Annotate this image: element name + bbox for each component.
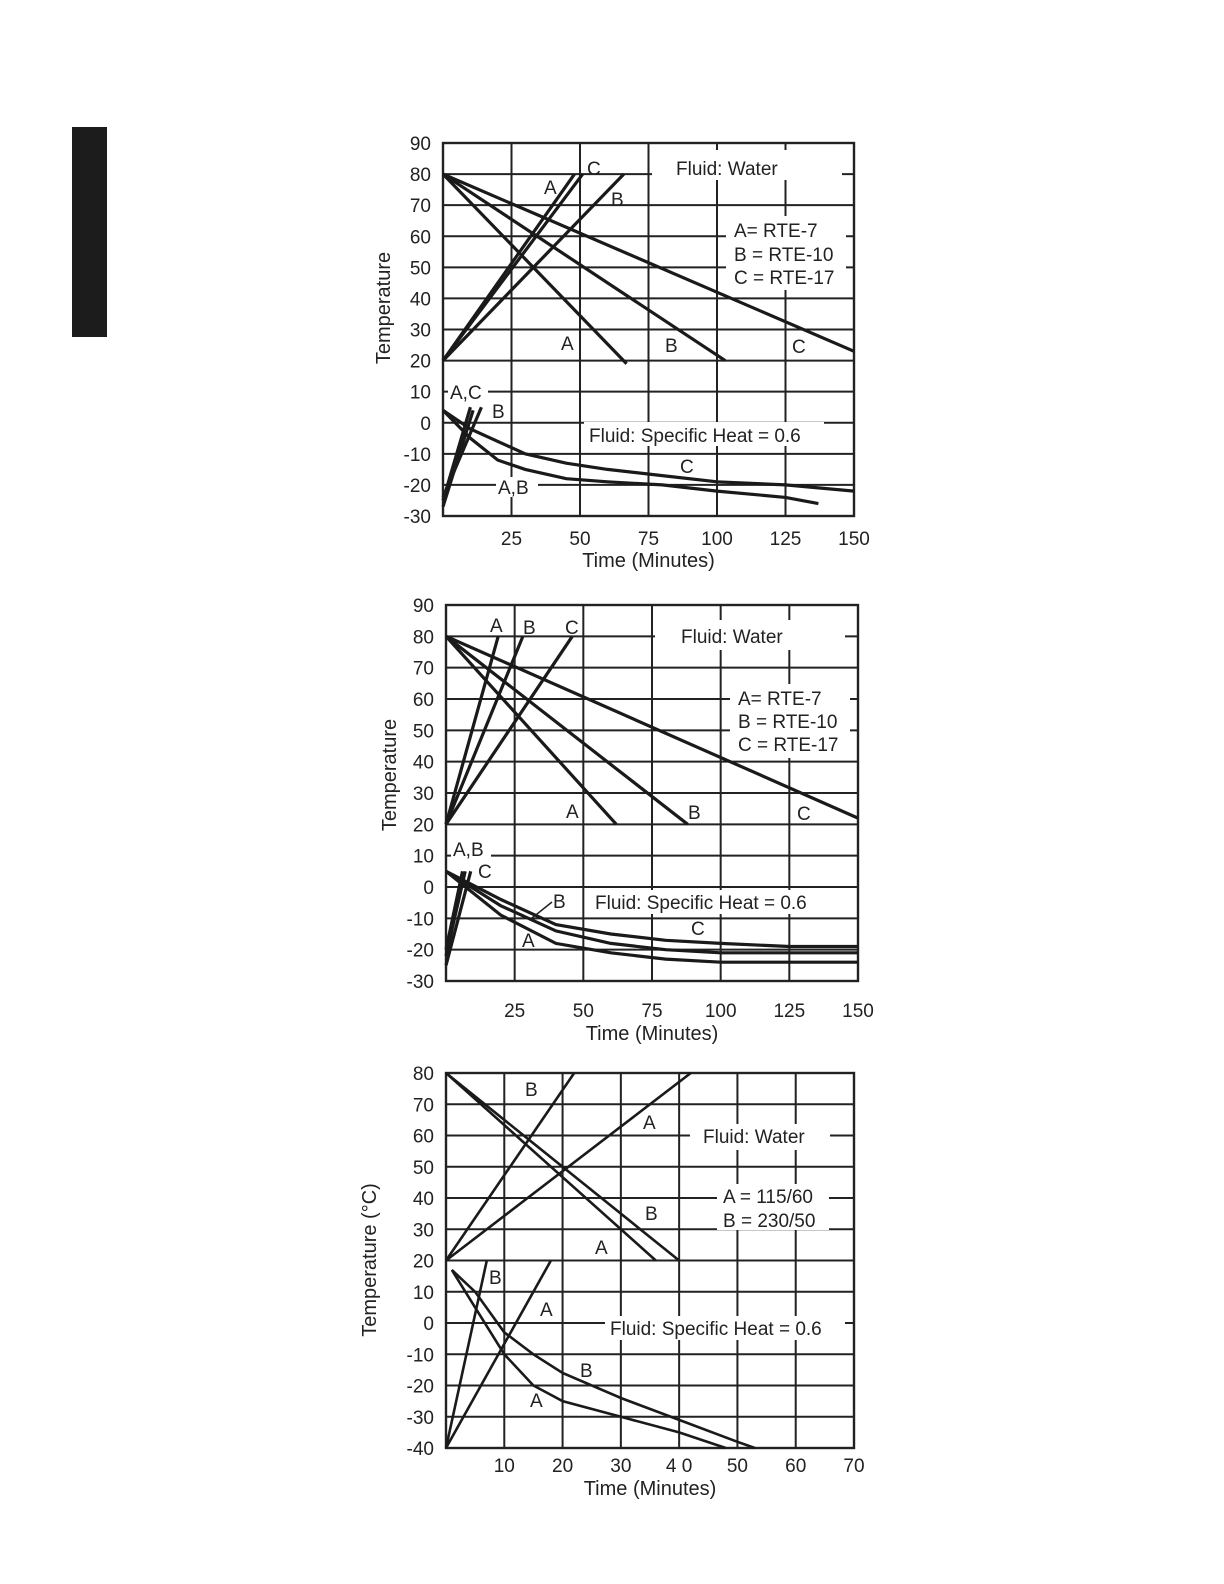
- curve-label-fall-b: B: [580, 1361, 593, 1382]
- curve-label-cool-b: B: [688, 803, 701, 824]
- x-tick-label: 100: [704, 1001, 737, 1022]
- x-tick-label: 20: [552, 1456, 574, 1477]
- curve-label-rise-c: C: [478, 862, 492, 883]
- y-tick-label: 50: [412, 1157, 434, 1179]
- y-tick-label: 30: [412, 784, 434, 805]
- curve-label-heat-a: A: [490, 616, 503, 637]
- chart3-annotations: [489, 1080, 845, 1412]
- curve-label-fall-c: C: [691, 919, 705, 940]
- curve-label-cool-b: B: [645, 1204, 658, 1225]
- y-tick-label: -20: [403, 475, 431, 497]
- y-tick-label: 10: [412, 846, 434, 868]
- curve-label-cool-c: C: [797, 804, 811, 825]
- curve-label-rise-a: A: [540, 1300, 553, 1321]
- x-tick-label: 125: [773, 1001, 806, 1022]
- heat-legend-title: Fluid: Specific Heat = 0.6: [589, 426, 801, 447]
- y-tick-label: 80: [412, 1064, 434, 1085]
- y-tick-label: 70: [412, 1095, 434, 1117]
- y-tick-label: 10: [412, 1282, 434, 1304]
- x-tick-label: 25: [504, 1001, 526, 1022]
- y-tick-label: -30: [406, 972, 434, 993]
- x-tick-label: 100: [701, 529, 733, 550]
- heat-legend-title: Fluid: Specific Heat = 0.6: [595, 893, 807, 914]
- x-tick-label: 75: [637, 529, 660, 550]
- y-tick-label: 70: [409, 196, 431, 218]
- y-tick-label: 80: [412, 627, 434, 649]
- y-tick-label: 70: [412, 658, 434, 680]
- y-tick-label: 60: [412, 1126, 434, 1148]
- model-legend-b: B = RTE-10: [738, 712, 838, 733]
- x-axis-label: Time (Minutes): [585, 1023, 719, 1045]
- heat-legend-title: Fluid: Specific Heat = 0.6: [610, 1319, 822, 1340]
- curve-label-heat-b: B: [523, 618, 536, 639]
- y-axis-label: Temperature: [373, 251, 395, 365]
- model-legend-a: A= RTE-7: [734, 221, 818, 242]
- y-tick-label: 40: [412, 752, 434, 774]
- curve-label-fall-c: C: [680, 457, 694, 478]
- curve-label-heat-b: B: [611, 190, 624, 211]
- series-line: [443, 174, 627, 364]
- curve-label-heat-b: B: [525, 1080, 538, 1101]
- y-tick-label: 60: [409, 227, 431, 249]
- water-legend-title: Fluid: Water: [676, 159, 778, 180]
- y-tick-label: 10: [409, 382, 431, 404]
- y-tick-label: -30: [406, 1407, 434, 1429]
- x-tick-label: 60: [785, 1456, 807, 1477]
- model-legend-c: C = RTE-17: [734, 268, 835, 289]
- water-legend-title: Fluid: Water: [703, 1127, 805, 1148]
- y-tick-label: 50: [409, 258, 431, 280]
- y-tick-label: 90: [409, 134, 431, 155]
- x-tick-label: 30: [610, 1456, 632, 1477]
- curve-label-fall-ab: A,B: [498, 478, 529, 499]
- curve-label-rise-b: B: [489, 1268, 502, 1289]
- curve-label-fall-b-pointer: [532, 902, 552, 918]
- x-tick-label: 150: [842, 1001, 874, 1022]
- y-tick-label: -20: [406, 940, 434, 962]
- x-tick-label: 4 0: [665, 1456, 693, 1477]
- y-tick-label: 50: [412, 721, 434, 743]
- y-tick-label: 80: [409, 165, 431, 187]
- curve-label-heat-a: A: [544, 178, 557, 199]
- water-legend-title: Fluid: Water: [681, 627, 783, 648]
- y-tick-label: 40: [412, 1189, 434, 1210]
- x-tick-label: 125: [769, 529, 802, 550]
- model-legend-a: A= RTE-7: [738, 689, 822, 710]
- y-tick-label: -10: [403, 444, 431, 466]
- y-axis-label: Temperature (°C): [359, 1183, 381, 1337]
- model-legend-b: B = 230/50: [723, 1211, 816, 1232]
- y-tick-label: 90: [412, 596, 434, 617]
- curve-label-rise-ab: A,B: [453, 840, 484, 861]
- y-tick-label: 20: [412, 1251, 434, 1273]
- y-tick-label: 20: [409, 351, 431, 373]
- series-line: [443, 407, 481, 497]
- y-tick-label: 20: [412, 815, 434, 837]
- y-tick-label: -10: [406, 909, 434, 931]
- x-tick-label: 150: [838, 529, 870, 550]
- y-tick-label: -20: [406, 1376, 434, 1398]
- x-tick-label: 10: [493, 1456, 515, 1477]
- x-tick-label: 50: [569, 529, 591, 550]
- y-tick-label: 30: [409, 320, 431, 342]
- x-tick-label: 25: [500, 529, 523, 550]
- model-legend-c: C = RTE-17: [738, 735, 839, 756]
- curve-label-rise-ac: A,C: [450, 383, 482, 404]
- x-tick-label: 75: [641, 1001, 663, 1022]
- y-tick-label: 0: [420, 413, 431, 435]
- curve-label-cool-a: A: [566, 802, 579, 823]
- x-axis-label: Time (Minutes): [583, 1478, 717, 1500]
- y-tick-label: -30: [403, 507, 431, 528]
- x-axis-label: Time (Minutes): [582, 550, 715, 572]
- y-tick-label: 30: [412, 1220, 434, 1242]
- y-axis-label: Temperature: [379, 718, 401, 832]
- y-tick-label: 40: [409, 289, 431, 311]
- curve-label-cool-b: B: [665, 336, 678, 357]
- curve-label-heat-c: C: [587, 159, 601, 180]
- model-legend-b: B = RTE-10: [734, 245, 834, 266]
- curve-label-fall-a: A: [530, 1391, 543, 1412]
- x-tick-label: 70: [843, 1456, 865, 1477]
- y-tick-label: 60: [412, 690, 434, 711]
- curve-label-cool-a: A: [561, 334, 574, 355]
- model-legend-a: A = 115/60: [723, 1187, 813, 1208]
- curve-label-rise-b: B: [492, 402, 505, 423]
- curve-label-cool-c: C: [792, 337, 806, 358]
- y-tick-label: -40: [406, 1439, 434, 1460]
- curve-label-heat-a: A: [643, 1113, 656, 1134]
- x-tick-label: 50: [726, 1456, 748, 1477]
- y-tick-label: -10: [406, 1345, 434, 1367]
- y-tick-label: 0: [423, 1314, 434, 1335]
- curve-label-fall-a: A: [522, 931, 535, 952]
- curve-label-heat-c: C: [565, 618, 579, 639]
- curve-label-fall-b: B: [553, 892, 566, 913]
- x-tick-label: 50: [572, 1001, 594, 1022]
- y-tick-label: 0: [423, 878, 434, 899]
- curve-label-cool-a: A: [595, 1238, 608, 1259]
